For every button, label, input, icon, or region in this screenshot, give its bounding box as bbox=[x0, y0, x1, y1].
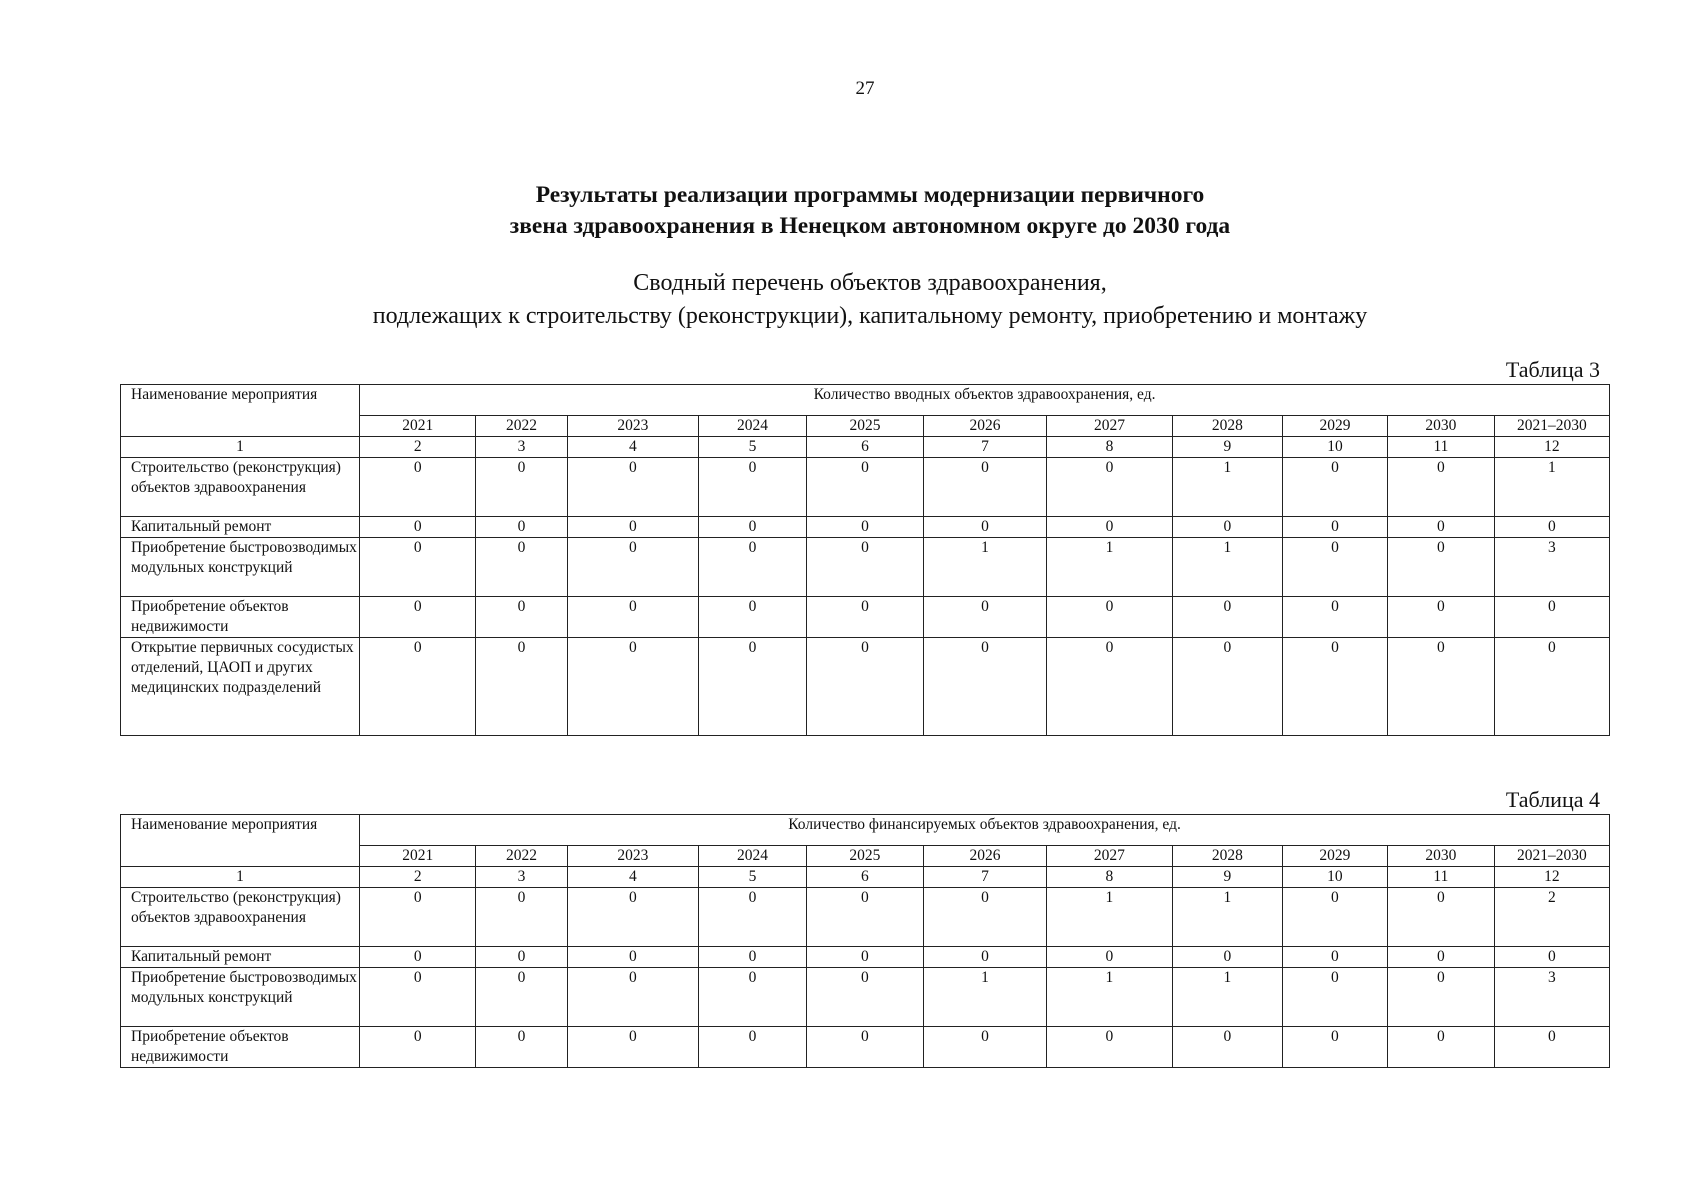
name-column-header: Наименование мероприятия bbox=[121, 815, 360, 867]
value-cell: 0 bbox=[1388, 458, 1495, 517]
value-cell: 0 bbox=[476, 968, 567, 1027]
name-column-header: Наименование мероприятия bbox=[121, 385, 360, 437]
value-cell: 0 bbox=[476, 517, 567, 538]
column-index: 8 bbox=[1046, 437, 1172, 458]
value-cell: 1 bbox=[1172, 458, 1282, 517]
year-header: 2024 bbox=[699, 846, 807, 867]
value-cell: 1 bbox=[1046, 538, 1172, 597]
year-header: 2030 bbox=[1388, 846, 1495, 867]
value-cell: 0 bbox=[1494, 1027, 1609, 1068]
value-cell: 0 bbox=[1494, 638, 1609, 736]
value-cell: 0 bbox=[924, 888, 1047, 947]
column-index: 11 bbox=[1388, 437, 1495, 458]
value-cell: 0 bbox=[476, 947, 567, 968]
value-cell: 0 bbox=[1388, 1027, 1495, 1068]
value-cell: 0 bbox=[360, 458, 476, 517]
column-index: 7 bbox=[924, 437, 1047, 458]
value-cell: 0 bbox=[1046, 517, 1172, 538]
title-line-2: звена здравоохранения в Ненецком автономном округе до 2030 года bbox=[509, 213, 1231, 239]
column-index: 8 bbox=[1046, 867, 1172, 888]
year-header: 2025 bbox=[806, 846, 923, 867]
value-cell: 0 bbox=[1172, 517, 1282, 538]
column-index: 6 bbox=[806, 867, 923, 888]
value-cell: 0 bbox=[360, 638, 476, 736]
value-cell: 0 bbox=[567, 458, 699, 517]
column-index: 4 bbox=[567, 437, 699, 458]
value-cell: 0 bbox=[699, 888, 807, 947]
column-index-row bbox=[121, 437, 1610, 458]
value-cell: 0 bbox=[1388, 638, 1495, 736]
column-index: 5 bbox=[699, 867, 807, 888]
year-header: 2030 bbox=[1388, 416, 1495, 437]
value-cell: 0 bbox=[1494, 947, 1609, 968]
group-column-header: Количество финансируемых объектов здравоохранения, ед. bbox=[360, 815, 1610, 846]
value-cell: 0 bbox=[567, 947, 699, 968]
value-cell: 0 bbox=[1046, 597, 1172, 638]
value-cell: 0 bbox=[1388, 968, 1495, 1027]
value-cell: 0 bbox=[806, 968, 923, 1027]
value-cell: 0 bbox=[806, 888, 923, 947]
value-cell: 0 bbox=[806, 947, 923, 968]
value-cell: 0 bbox=[1172, 1027, 1282, 1068]
row-name: Капитальный ремонт bbox=[121, 517, 360, 538]
value-cell: 0 bbox=[1172, 597, 1282, 638]
value-cell: 0 bbox=[360, 538, 476, 597]
value-cell: 0 bbox=[699, 517, 807, 538]
value-cell: 0 bbox=[1388, 538, 1495, 597]
value-cell: 0 bbox=[360, 968, 476, 1027]
value-cell: 0 bbox=[1282, 968, 1387, 1027]
column-index: 5 bbox=[699, 437, 807, 458]
value-cell: 0 bbox=[567, 517, 699, 538]
value-cell: 0 bbox=[699, 968, 807, 1027]
table-header-row bbox=[121, 815, 1610, 846]
table-row bbox=[121, 947, 1610, 968]
value-cell: 1 bbox=[924, 968, 1047, 1027]
value-cell: 0 bbox=[1046, 458, 1172, 517]
value-cell: 0 bbox=[1172, 947, 1282, 968]
year-header: 2029 bbox=[1282, 416, 1387, 437]
year-header: 2021–2030 bbox=[1494, 416, 1609, 437]
column-index: 12 bbox=[1494, 867, 1609, 888]
value-cell: 1 bbox=[1494, 458, 1609, 517]
value-cell: 0 bbox=[476, 538, 567, 597]
value-cell: 0 bbox=[1494, 597, 1609, 638]
row-name: Строительство (реконструкция) объектов здравоохранения bbox=[121, 458, 360, 517]
column-index: 1 bbox=[121, 437, 360, 458]
group-column-header: Количество вводных объектов здравоохранения, ед. bbox=[360, 385, 1610, 416]
table-4-label: Таблица 4 bbox=[1505, 787, 1600, 812]
table-row bbox=[121, 888, 1610, 947]
row-name: Приобретение объектов недвижимости bbox=[121, 1027, 360, 1068]
year-header: 2028 bbox=[1172, 846, 1282, 867]
document-title bbox=[0, 180, 1698, 242]
value-cell: 0 bbox=[1388, 517, 1495, 538]
table-header-row bbox=[121, 385, 1610, 416]
value-cell: 0 bbox=[699, 458, 807, 517]
year-header: 2024 bbox=[699, 416, 807, 437]
column-index: 7 bbox=[924, 867, 1047, 888]
year-header: 2026 bbox=[924, 846, 1047, 867]
table-3 bbox=[120, 384, 1610, 736]
column-index: 6 bbox=[806, 437, 923, 458]
table-row bbox=[121, 517, 1610, 538]
value-cell: 0 bbox=[1282, 638, 1387, 736]
column-index: 2 bbox=[360, 867, 476, 888]
value-cell: 0 bbox=[567, 638, 699, 736]
value-cell: 0 bbox=[699, 638, 807, 736]
value-cell: 0 bbox=[1388, 947, 1495, 968]
column-index: 10 bbox=[1282, 437, 1387, 458]
value-cell: 0 bbox=[567, 1027, 699, 1068]
value-cell: 0 bbox=[360, 517, 476, 538]
table-row bbox=[121, 458, 1610, 517]
value-cell: 0 bbox=[924, 458, 1047, 517]
value-cell: 0 bbox=[1282, 517, 1387, 538]
table-row bbox=[121, 638, 1610, 736]
page-number: 27 bbox=[855, 78, 875, 99]
table-3-label: Таблица 3 bbox=[1505, 357, 1600, 382]
value-cell: 1 bbox=[1172, 968, 1282, 1027]
value-cell: 0 bbox=[360, 888, 476, 947]
value-cell: 1 bbox=[1046, 968, 1172, 1027]
value-cell: 1 bbox=[1046, 888, 1172, 947]
value-cell: 1 bbox=[924, 538, 1047, 597]
value-cell: 0 bbox=[476, 597, 567, 638]
value-cell: 0 bbox=[1494, 517, 1609, 538]
column-index: 3 bbox=[476, 867, 567, 888]
table-row bbox=[121, 597, 1610, 638]
value-cell: 0 bbox=[567, 888, 699, 947]
value-cell: 0 bbox=[1282, 888, 1387, 947]
value-cell: 0 bbox=[806, 1027, 923, 1068]
value-cell: 0 bbox=[1282, 1027, 1387, 1068]
value-cell: 1 bbox=[1172, 538, 1282, 597]
year-header: 2021 bbox=[360, 846, 476, 867]
value-cell: 0 bbox=[806, 597, 923, 638]
value-cell: 3 bbox=[1494, 538, 1609, 597]
year-header: 2023 bbox=[567, 416, 699, 437]
column-index: 10 bbox=[1282, 867, 1387, 888]
value-cell: 0 bbox=[476, 638, 567, 736]
value-cell: 0 bbox=[924, 517, 1047, 538]
value-cell: 0 bbox=[699, 947, 807, 968]
value-cell: 0 bbox=[806, 458, 923, 517]
column-index: 9 bbox=[1172, 867, 1282, 888]
value-cell: 0 bbox=[924, 638, 1047, 736]
table-row bbox=[121, 968, 1610, 1027]
column-index: 11 bbox=[1388, 867, 1495, 888]
row-name: Приобретение быстровозводимых модульных конструкций bbox=[121, 538, 360, 597]
value-cell: 0 bbox=[567, 597, 699, 638]
year-header: 2021–2030 bbox=[1494, 846, 1609, 867]
value-cell: 0 bbox=[1282, 538, 1387, 597]
value-cell: 0 bbox=[699, 1027, 807, 1068]
table-row bbox=[121, 538, 1610, 597]
document-subtitle bbox=[0, 267, 1698, 333]
subtitle-line-1: Сводный перечень объектов здравоохранения, bbox=[633, 270, 1107, 296]
column-index: 1 bbox=[121, 867, 360, 888]
table-row bbox=[121, 1027, 1610, 1068]
value-cell: 0 bbox=[567, 968, 699, 1027]
value-cell: 0 bbox=[360, 947, 476, 968]
year-header: 2022 bbox=[476, 416, 567, 437]
value-cell: 0 bbox=[476, 888, 567, 947]
value-cell: 0 bbox=[699, 597, 807, 638]
year-header: 2025 bbox=[806, 416, 923, 437]
value-cell: 0 bbox=[1046, 947, 1172, 968]
value-cell: 0 bbox=[1282, 947, 1387, 968]
value-cell: 0 bbox=[924, 1027, 1047, 1068]
column-index: 12 bbox=[1494, 437, 1609, 458]
column-index-row bbox=[121, 867, 1610, 888]
value-cell: 0 bbox=[360, 597, 476, 638]
row-name: Открытие первичных сосудистых отделений, ЦАОП и других медицинских подразделений bbox=[121, 638, 360, 736]
year-header: 2021 bbox=[360, 416, 476, 437]
column-index: 3 bbox=[476, 437, 567, 458]
subtitle-line-2: подлежащих к строительству (реконструкции), капитальному ремонту, приобретению и монтажу bbox=[372, 303, 1368, 329]
year-header: 2029 bbox=[1282, 846, 1387, 867]
column-index: 2 bbox=[360, 437, 476, 458]
value-cell: 0 bbox=[1172, 638, 1282, 736]
value-cell: 1 bbox=[1172, 888, 1282, 947]
value-cell: 0 bbox=[476, 1027, 567, 1068]
value-cell: 0 bbox=[924, 597, 1047, 638]
table-4 bbox=[120, 814, 1610, 1068]
row-name: Приобретение быстровозводимых модульных конструкций bbox=[121, 968, 360, 1027]
value-cell: 0 bbox=[699, 538, 807, 597]
row-name: Строительство (реконструкция) объектов здравоохранения bbox=[121, 888, 360, 947]
title-line-1: Результаты реализации программы модернизации первичного bbox=[535, 182, 1205, 208]
year-header: 2022 bbox=[476, 846, 567, 867]
year-header: 2027 bbox=[1046, 416, 1172, 437]
year-header: 2026 bbox=[924, 416, 1047, 437]
value-cell: 0 bbox=[1282, 458, 1387, 517]
value-cell: 0 bbox=[476, 458, 567, 517]
year-header: 2028 bbox=[1172, 416, 1282, 437]
row-name: Приобретение объектов недвижимости bbox=[121, 597, 360, 638]
value-cell: 0 bbox=[567, 538, 699, 597]
column-index: 4 bbox=[567, 867, 699, 888]
value-cell: 0 bbox=[806, 538, 923, 597]
value-cell: 0 bbox=[1388, 888, 1495, 947]
value-cell: 0 bbox=[1282, 597, 1387, 638]
row-name: Капитальный ремонт bbox=[121, 947, 360, 968]
value-cell: 0 bbox=[806, 638, 923, 736]
year-header: 2023 bbox=[567, 846, 699, 867]
value-cell: 0 bbox=[1388, 597, 1495, 638]
column-index: 9 bbox=[1172, 437, 1282, 458]
value-cell: 0 bbox=[806, 517, 923, 538]
year-header: 2027 bbox=[1046, 846, 1172, 867]
value-cell: 0 bbox=[1046, 638, 1172, 736]
value-cell: 0 bbox=[360, 1027, 476, 1068]
value-cell: 2 bbox=[1494, 888, 1609, 947]
value-cell: 3 bbox=[1494, 968, 1609, 1027]
value-cell: 0 bbox=[1046, 1027, 1172, 1068]
value-cell: 0 bbox=[924, 947, 1047, 968]
